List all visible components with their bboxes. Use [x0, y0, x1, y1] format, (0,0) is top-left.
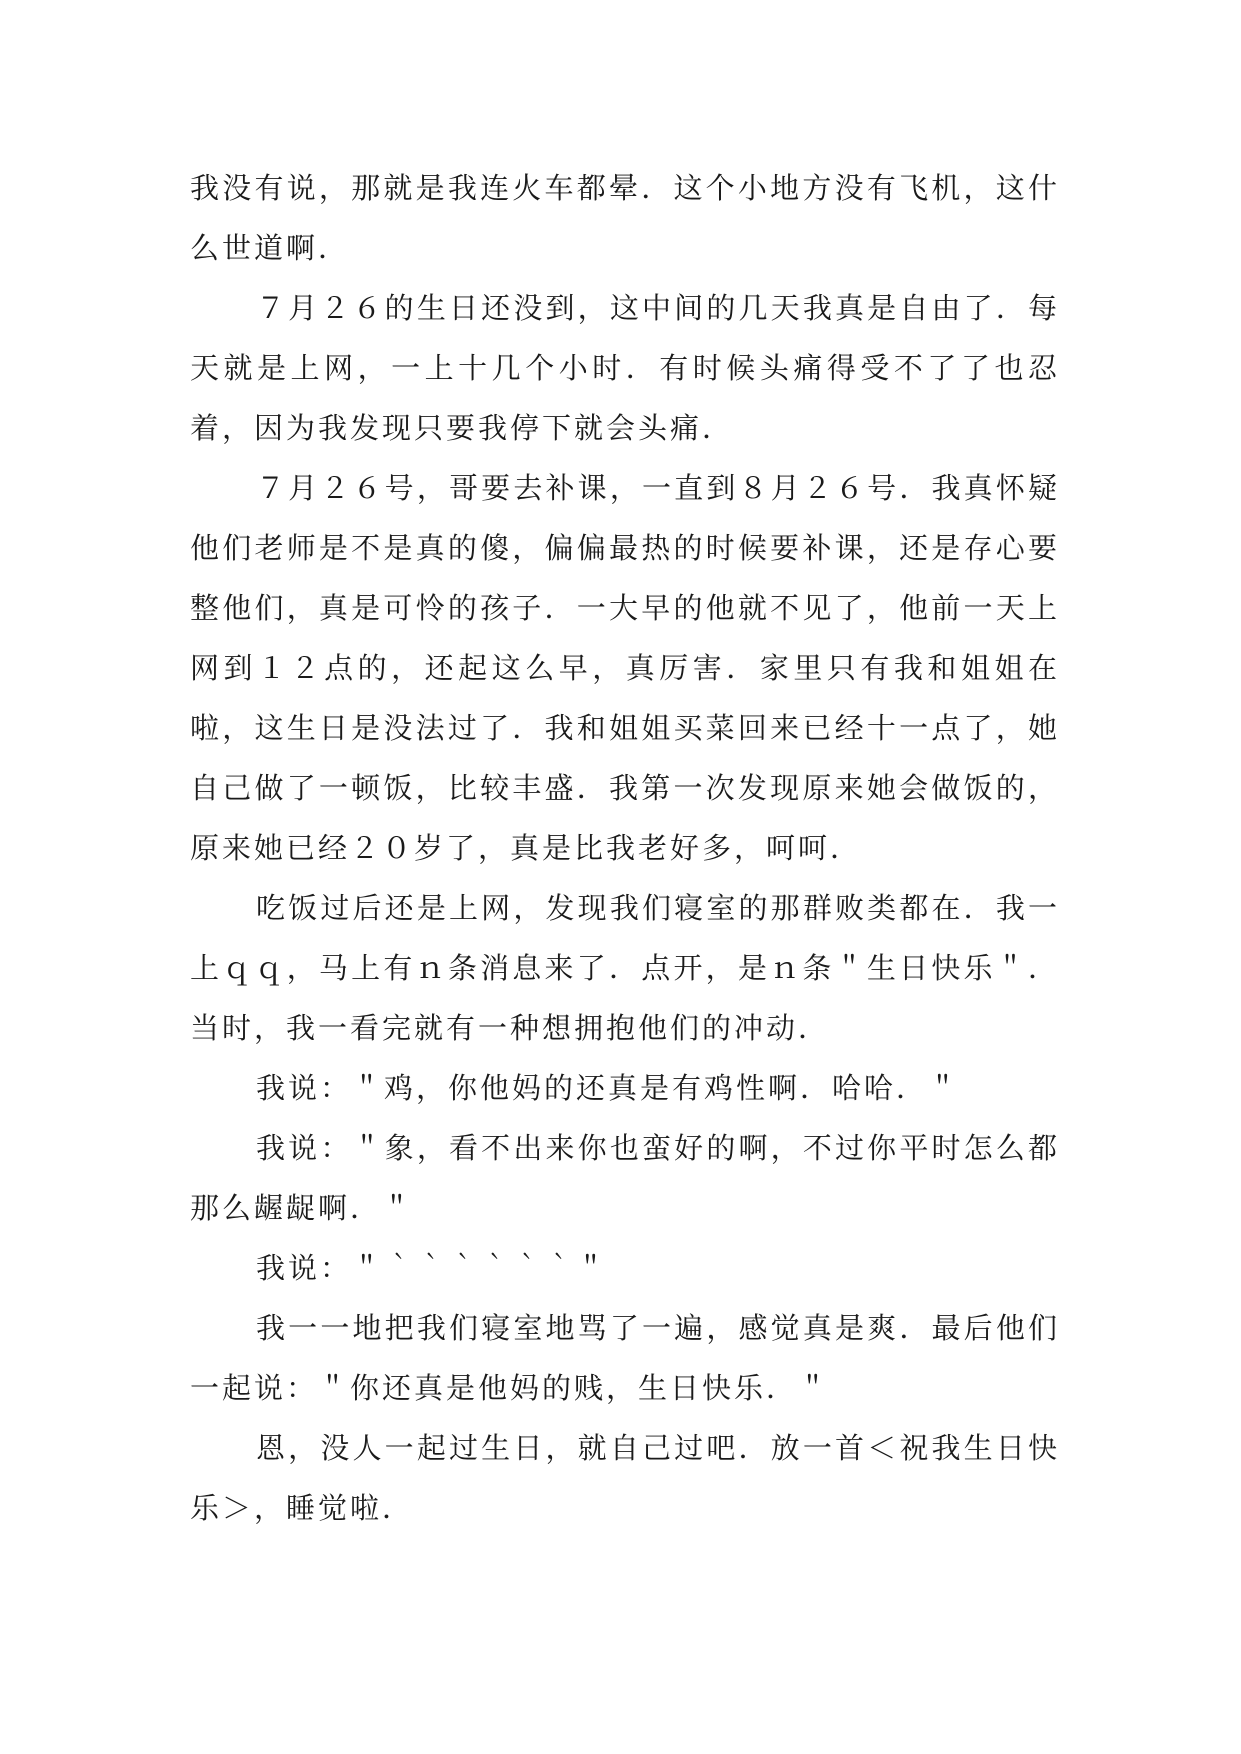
paragraph-2: ７月２６的生日还没到，这中间的几天我真是自由了．每天就是上网，一上十几个小时．有时候头痛得受不了了也忍着，因为我发现只要我停下就会头痛． [190, 291, 1060, 445]
document-body [190, 158, 1060, 1538]
paragraph-6: 我说：＂象，看不出来你也蛮好的啊，不过你平时怎么都那么龌龊啊．＂ [190, 1131, 1060, 1225]
paragraph-9: 恩，没人一起过生日，就自己过吧．放一首＜祝我生日快乐＞，睡觉啦． [190, 1431, 1060, 1525]
paragraph-7: 我说：＂｀｀｀｀｀｀＂ [256, 1251, 609, 1285]
paragraph-3: ７月２６号，哥要去补课，一直到８月２６号．我真怀疑他们老师是不是真的傻，偏偏最热的时候要补课，还是存心要整他们，真是可怜的孩子．一大早的他就不见了，他前一天上网到１２点的，还起这么早，真厉害．家里只有我和姐姐在啦，这生日是没法过了．我和姐姐买菜回来已经十一点了，她自己做了一顿饭，比较丰盛．我第一次发现原来她会做饭的，原来她已经２０岁了，真是比我老好多，呵呵． [190, 471, 1060, 865]
paragraph-4: 吃饭过后还是上网，发现我们寝室的那群败类都在．我一上ｑｑ，马上有ｎ条消息来了．点开，是ｎ条＂生日快乐＂．当时，我一看完就有一种想拥抱他们的冲动． [190, 891, 1060, 1045]
paragraph-1: 我没有说，那就是我连火车都晕．这个小地方没有飞机，这什么世道啊． [190, 171, 1060, 265]
paragraph-5: 我说：＂鸡，你他妈的还真是有鸡性啊．哈哈．＂ [256, 1071, 961, 1105]
paragraph-8: 我一一地把我们寝室地骂了一遍，感觉真是爽．最后他们一起说：＂你还真是他妈的贱，生日快乐．＂ [190, 1311, 1060, 1405]
